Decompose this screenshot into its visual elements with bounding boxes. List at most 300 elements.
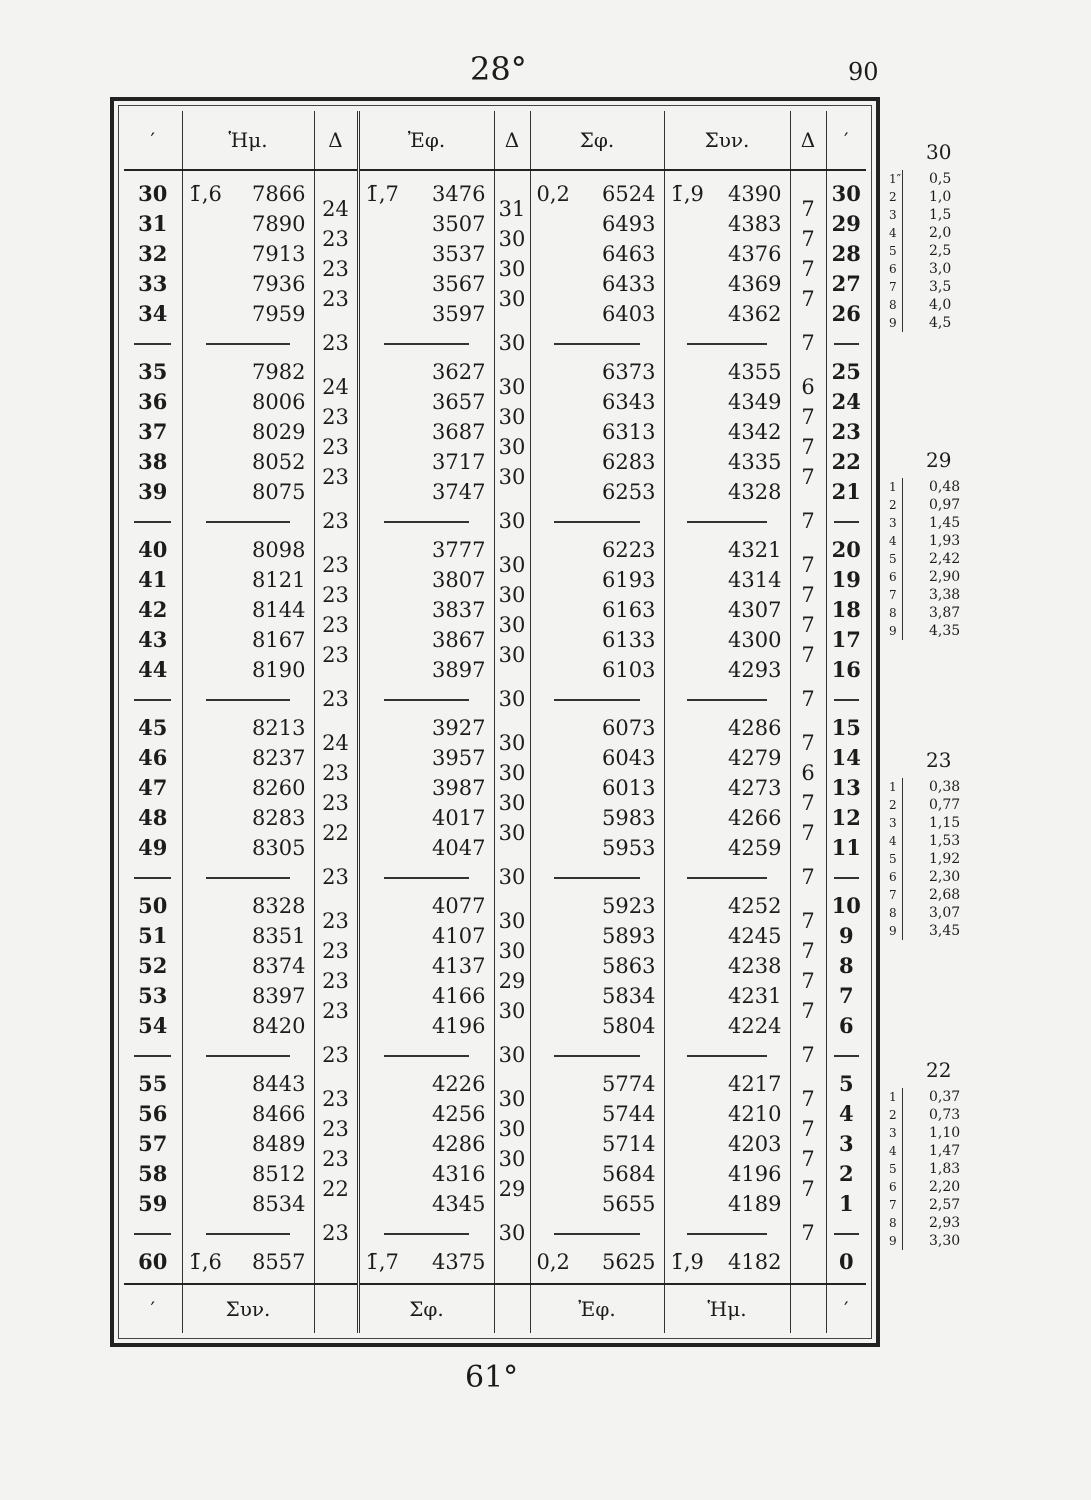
tan-value-cell: 3717 — [432, 450, 486, 474]
proportional-parts-multiplier: 2 — [889, 1108, 897, 1122]
proportional-parts-multiplier: 6 — [889, 1180, 897, 1194]
proportional-parts-multiplier: 1 — [889, 1090, 897, 1104]
difference-cell: 30 — [498, 1087, 526, 1111]
tan-value-cell: 3627 — [432, 360, 486, 384]
group-separator — [687, 877, 767, 879]
proportional-parts-value: 2,0 — [929, 225, 952, 241]
col-cos — [664, 170, 790, 1284]
tan-value-cell: 3747 — [432, 480, 486, 504]
proportional-parts-value: 1,93 — [929, 533, 961, 549]
sin-characteristic: 1̄,6 — [188, 182, 222, 206]
minute-left-cell: 49 — [138, 835, 168, 860]
proportional-parts-multiplier: 9 — [889, 924, 897, 938]
proportional-parts-value: 0,97 — [929, 497, 961, 513]
difference-cell: 30 — [498, 687, 526, 711]
difference-cell: 7 — [801, 435, 815, 459]
cot-value-cell: 5923 — [602, 894, 656, 918]
cot-value-cell: 5893 — [602, 924, 656, 948]
sin-value-cell: 8098 — [252, 538, 306, 562]
minute-left-cell: 51 — [138, 923, 168, 948]
proportional-parts-row — [889, 1232, 998, 1250]
proportional-parts-row — [889, 814, 998, 832]
difference-cell: 23 — [322, 287, 349, 311]
cot-value-cell: 5953 — [602, 836, 656, 860]
tan-value-cell: 3897 — [432, 658, 486, 682]
tan-characteristic: 1̄,7 — [365, 1250, 399, 1274]
proportional-parts-row — [889, 188, 998, 206]
cot-value-cell: 5983 — [602, 806, 656, 830]
difference-cell: 22 — [322, 821, 349, 845]
cot-characteristic: 0,2 — [536, 182, 570, 206]
group-separator — [384, 877, 470, 879]
proportional-parts-row — [889, 1160, 998, 1178]
proportional-parts-row — [889, 170, 998, 188]
minute-right-cell: 23 — [831, 419, 861, 444]
sin-value-cell: 8190 — [252, 658, 306, 682]
sin-value-cell: 8374 — [252, 954, 306, 978]
proportional-parts-row — [889, 850, 998, 868]
difference-cell: 30 — [498, 731, 526, 755]
minute-right-cell: 7 — [838, 983, 854, 1008]
tan-value-cell: 4137 — [432, 954, 486, 978]
difference-cell: 23 — [322, 331, 349, 355]
sin-value-cell: 8167 — [252, 628, 306, 652]
group-separator — [554, 877, 639, 879]
sin-value-cell: 8534 — [252, 1192, 306, 1216]
proportional-parts-row — [889, 1214, 998, 1232]
cot-value-cell: 6313 — [602, 420, 656, 444]
difference-cell: 7 — [801, 821, 815, 845]
difference-cell: 30 — [498, 257, 526, 281]
proportional-parts-value: 3,30 — [929, 1233, 961, 1249]
difference-cell: 7 — [801, 791, 815, 815]
minute-right-cell: 16 — [831, 657, 861, 682]
proportional-parts-row — [889, 796, 998, 814]
difference-cell: 30 — [498, 821, 526, 845]
minute-left-cell: 43 — [138, 627, 168, 652]
cos-value-cell: 4293 — [728, 658, 782, 682]
footer-cos: Συν. — [182, 1284, 314, 1333]
proportional-parts-row — [889, 778, 998, 796]
minute-right-cell: 6 — [838, 1013, 854, 1038]
proportional-parts-value: 1,92 — [929, 851, 961, 867]
tan-value-cell: 3507 — [432, 212, 486, 236]
difference-cell: 23 — [322, 969, 349, 993]
minute-left-cell: 55 — [138, 1071, 168, 1096]
cot-value-cell: 6373 — [602, 360, 656, 384]
group-separator — [834, 699, 859, 701]
proportional-parts-value: 3,38 — [929, 587, 961, 603]
difference-cell: 30 — [498, 375, 526, 399]
proportional-parts-multiplier: 2 — [889, 498, 897, 512]
proportional-parts-row — [889, 260, 998, 278]
minute-left-cell: 50 — [138, 893, 168, 918]
proportional-parts-value: 2,68 — [929, 887, 961, 903]
difference-cell: 23 — [322, 227, 349, 251]
footer-cot: Σφ. — [358, 1284, 494, 1333]
proportional-parts-multiplier: 3 — [889, 516, 897, 530]
cos-value-cell: 4300 — [728, 628, 782, 652]
cos-value-cell: 1̄,9 4182 — [665, 1247, 790, 1277]
proportional-parts-multiplier: 9 — [889, 316, 897, 330]
cot-value-cell: 6223 — [602, 538, 656, 562]
cos-value-cell: 4210 — [728, 1102, 782, 1126]
sin-value-cell: 8466 — [252, 1102, 306, 1126]
minute-left-cell: 57 — [138, 1131, 168, 1156]
difference-cell: 7 — [801, 1221, 815, 1245]
tan-value-cell: 1̄,7 3476 — [360, 179, 494, 209]
difference-cell: 23 — [322, 687, 349, 711]
group-separator — [834, 877, 859, 879]
sin-value-cell: 7936 — [252, 272, 306, 296]
footer-minute-right: ′ — [826, 1284, 866, 1333]
cot-value-cell: 6163 — [602, 598, 656, 622]
footer-blank-1 — [314, 1284, 358, 1333]
footer-minute-left: ′ — [124, 1284, 182, 1333]
tan-value-cell: 4047 — [432, 836, 486, 860]
cos-value-cell: 4376 — [728, 242, 782, 266]
difference-cell: 7 — [801, 405, 815, 429]
group-separator — [206, 521, 290, 523]
sin-value-cell: 8144 — [252, 598, 306, 622]
cot-value-cell: 5684 — [602, 1162, 656, 1186]
difference-cell: 30 — [498, 435, 526, 459]
cos-value-cell: 4355 — [728, 360, 782, 384]
difference-cell: 29 — [498, 1177, 526, 1201]
log-table-frame — [110, 97, 880, 1347]
tan-value-cell: 4286 — [432, 1132, 486, 1156]
cos-value-cell: 4321 — [728, 538, 782, 562]
group-separator — [206, 1233, 290, 1235]
proportional-parts-row — [889, 478, 998, 496]
tan-value-cell: 3927 — [432, 716, 486, 740]
minute-right-cell: 8 — [838, 953, 854, 978]
proportional-parts-row — [889, 1088, 998, 1106]
sin-value-cell: 8397 — [252, 984, 306, 1008]
group-separator — [206, 1055, 290, 1057]
group-separator — [687, 1233, 767, 1235]
proportional-parts-row — [889, 1142, 998, 1160]
minute-right-cell: 15 — [831, 715, 861, 740]
col-minute-left — [124, 170, 182, 1284]
header-cos: Συν. — [664, 111, 790, 170]
proportional-parts-row — [889, 622, 998, 640]
minute-left-cell: 60 — [138, 1249, 168, 1274]
proportional-parts-value: 4,0 — [929, 297, 952, 313]
tan-value-cell: 3807 — [432, 568, 486, 592]
cos-value-cell: 4279 — [728, 746, 782, 770]
minute-left-cell: 31 — [138, 211, 168, 236]
proportional-parts-row — [889, 1124, 998, 1142]
proportional-parts-multiplier: 4 — [889, 226, 897, 240]
tan-value-cell: 4256 — [432, 1102, 486, 1126]
cot-value-cell: 5714 — [602, 1132, 656, 1156]
group-separator — [687, 343, 767, 345]
log-table — [124, 111, 866, 1333]
sin-value-cell: 8512 — [252, 1162, 306, 1186]
cos-value-cell: 4224 — [728, 1014, 782, 1038]
difference-cell: 24 — [322, 731, 349, 755]
difference-cell: 7 — [801, 613, 815, 637]
difference-cell: 6 — [801, 761, 815, 785]
group-separator — [384, 699, 470, 701]
group-separator — [834, 521, 859, 523]
proportional-parts-value: 1,53 — [929, 833, 961, 849]
cot-value-cell: 6103 — [602, 658, 656, 682]
proportional-parts-row — [889, 224, 998, 242]
cos-value-cell: 4259 — [728, 836, 782, 860]
difference-cell: 23 — [322, 613, 349, 637]
minute-right-cell: 21 — [831, 479, 861, 504]
tan-value-cell: 3837 — [432, 598, 486, 622]
sin-value-cell: 8052 — [252, 450, 306, 474]
tan-value-cell: 3597 — [432, 302, 486, 326]
minute-left-cell: 47 — [138, 775, 168, 800]
proportional-parts-multiplier: 4 — [889, 834, 897, 848]
group-separator — [134, 1233, 171, 1235]
cos-value-cell: 4335 — [728, 450, 782, 474]
col-minute-right — [826, 170, 866, 1284]
difference-cell: 30 — [498, 331, 526, 355]
difference-cell: 30 — [498, 791, 526, 815]
minute-right-cell: 3 — [838, 1131, 854, 1156]
minute-left-cell: 58 — [138, 1161, 168, 1186]
minute-right-cell: 12 — [831, 805, 861, 830]
cot-value-cell: 6403 — [602, 302, 656, 326]
group-separator — [134, 1055, 171, 1057]
difference-cell: 23 — [322, 939, 349, 963]
proportional-parts-multiplier: 8 — [889, 298, 897, 312]
minute-right-cell: 29 — [831, 211, 861, 236]
difference-cell: 7 — [801, 583, 815, 607]
tan-value-cell: 4166 — [432, 984, 486, 1008]
proportional-parts-row — [889, 1196, 998, 1214]
proportional-parts-value: 1,5 — [929, 207, 952, 223]
difference-cell: 30 — [498, 643, 526, 667]
group-separator — [134, 699, 171, 701]
header-sin: Ἡμ. — [182, 111, 314, 170]
cot-value-cell: 0,2 5625 — [531, 1247, 664, 1277]
group-separator — [834, 1233, 859, 1235]
group-separator — [687, 521, 767, 523]
proportional-parts-row — [889, 1178, 998, 1196]
difference-cell: 23 — [322, 583, 349, 607]
col-delta-cos — [790, 170, 826, 1284]
difference-cell: 31 — [498, 197, 526, 221]
proportional-parts-multiplier: 9 — [889, 1234, 897, 1248]
tan-value-cell: 4107 — [432, 924, 486, 948]
proportional-parts-multiplier: 2 — [889, 190, 897, 204]
difference-cell: 30 — [498, 553, 526, 577]
difference-cell: 7 — [801, 1043, 815, 1067]
proportional-parts-heading: 23 — [926, 748, 952, 772]
minute-left-cell: 39 — [138, 479, 168, 504]
tan-value-cell: 3987 — [432, 776, 486, 800]
group-separator — [134, 521, 171, 523]
difference-cell: 23 — [322, 1221, 349, 1245]
minute-left-cell: 38 — [138, 449, 168, 474]
proportional-parts-value: 1,10 — [929, 1125, 961, 1141]
proportional-parts-value: 0,73 — [929, 1107, 961, 1123]
minute-right-cell: 10 — [831, 893, 861, 918]
group-separator — [206, 343, 290, 345]
proportional-parts-value: 1,47 — [929, 1143, 961, 1159]
proportional-parts-row — [889, 1106, 998, 1124]
proportional-parts-multiplier: 8 — [889, 906, 897, 920]
footer-sin: Ἡμ. — [664, 1284, 790, 1333]
minute-left-cell: 33 — [138, 271, 168, 296]
proportional-parts-multiplier: 4 — [889, 1144, 897, 1158]
minute-left-cell: 48 — [138, 805, 168, 830]
proportional-parts-multiplier: 5 — [889, 1162, 897, 1176]
cos-value-cell: 4314 — [728, 568, 782, 592]
page-number: 90 — [848, 58, 879, 86]
cos-characteristic: 1̄,9 — [670, 182, 704, 206]
difference-cell: 30 — [498, 999, 526, 1023]
cot-value-cell: 6463 — [602, 242, 656, 266]
difference-cell: 23 — [322, 865, 349, 889]
difference-cell: 7 — [801, 969, 815, 993]
proportional-parts-row — [889, 904, 998, 922]
proportional-parts-value: 2,5 — [929, 243, 952, 259]
proportional-parts-row — [889, 496, 998, 514]
cot-value-cell: 5834 — [602, 984, 656, 1008]
cot-value-cell: 0,2 6524 — [531, 179, 664, 209]
difference-cell: 6 — [801, 375, 815, 399]
sin-value-cell: 8121 — [252, 568, 306, 592]
minute-right-cell: 0 — [838, 1249, 854, 1274]
difference-cell: 30 — [498, 287, 526, 311]
page-title: 28° — [470, 50, 527, 88]
cot-value-cell: 6253 — [602, 480, 656, 504]
group-separator — [554, 343, 639, 345]
difference-cell: 30 — [498, 1117, 526, 1141]
difference-cell: 7 — [801, 227, 815, 251]
minute-left-cell: 46 — [138, 745, 168, 770]
minute-right-cell: 4 — [838, 1101, 854, 1126]
difference-cell: 23 — [322, 553, 349, 577]
proportional-parts-value: 3,5 — [929, 279, 952, 295]
col-cot — [530, 170, 664, 1284]
difference-cell: 30 — [498, 405, 526, 429]
header-minute-left: ′ — [124, 111, 182, 170]
footer-blank-2 — [494, 1284, 530, 1333]
difference-cell: 23 — [322, 791, 349, 815]
difference-cell: 30 — [498, 761, 526, 785]
cos-value-cell: 4307 — [728, 598, 782, 622]
cos-value-cell: 4349 — [728, 390, 782, 414]
minute-right-cell: 14 — [831, 745, 861, 770]
difference-cell: 23 — [322, 1147, 349, 1171]
difference-cell: 7 — [801, 257, 815, 281]
tan-value-cell: 4077 — [432, 894, 486, 918]
difference-cell: 30 — [498, 613, 526, 637]
proportional-parts-multiplier: 5 — [889, 244, 897, 258]
proportional-parts-multiplier: 1 — [889, 480, 897, 494]
sin-value-cell: 7959 — [252, 302, 306, 326]
difference-cell: 23 — [322, 1087, 349, 1111]
cot-value-cell: 5744 — [602, 1102, 656, 1126]
tan-value-cell: 4226 — [432, 1072, 486, 1096]
proportional-parts-row — [889, 922, 998, 940]
proportional-parts-row — [889, 886, 998, 904]
difference-cell: 7 — [801, 553, 815, 577]
sin-value-cell: 1̄,6 8557 — [183, 1247, 314, 1277]
difference-cell: 23 — [322, 257, 349, 281]
group-separator — [206, 877, 290, 879]
cot-characteristic: 0,2 — [536, 1250, 570, 1274]
proportional-parts-list — [889, 478, 998, 640]
difference-cell: 23 — [322, 909, 349, 933]
minute-right-cell: 28 — [831, 241, 861, 266]
minute-left-cell: 34 — [138, 301, 168, 326]
minute-left-cell: 32 — [138, 241, 168, 266]
proportional-parts-value: 2,93 — [929, 1215, 961, 1231]
proportional-parts-value: 1,0 — [929, 189, 952, 205]
sin-value-cell: 7890 — [252, 212, 306, 236]
cot-value-cell: 6073 — [602, 716, 656, 740]
difference-cell: 7 — [801, 465, 815, 489]
difference-cell: 7 — [801, 1087, 815, 1111]
proportional-parts-heading: 30 — [926, 140, 952, 164]
tan-value-cell: 4316 — [432, 1162, 486, 1186]
group-separator — [384, 343, 470, 345]
cos-characteristic: 1̄,9 — [670, 1250, 704, 1274]
minute-left-cell: 59 — [138, 1191, 168, 1216]
tan-value-cell: 3687 — [432, 420, 486, 444]
difference-cell: 30 — [498, 509, 526, 533]
sin-value-cell: 7913 — [252, 242, 306, 266]
tan-value-cell: 3537 — [432, 242, 486, 266]
difference-cell: 30 — [498, 865, 526, 889]
sin-value-cell: 7982 — [252, 360, 306, 384]
minute-left-cell: 54 — [138, 1013, 168, 1038]
proportional-parts-row — [889, 278, 998, 296]
cos-value-cell: 4238 — [728, 954, 782, 978]
group-separator — [554, 521, 639, 523]
minute-left-cell: 36 — [138, 389, 168, 414]
difference-cell: 23 — [322, 1117, 349, 1141]
cot-value-cell: 6493 — [602, 212, 656, 236]
group-separator — [134, 343, 171, 345]
difference-cell: 23 — [322, 1043, 349, 1067]
difference-cell: 29 — [498, 969, 526, 993]
tan-value-cell: 3657 — [432, 390, 486, 414]
minute-left-cell: 42 — [138, 597, 168, 622]
proportional-parts-multiplier: 6 — [889, 870, 897, 884]
difference-cell: 30 — [498, 939, 526, 963]
proportional-parts-multiplier: 5 — [889, 552, 897, 566]
proportional-parts-multiplier: 9 — [889, 624, 897, 638]
sin-value-cell: 8075 — [252, 480, 306, 504]
minute-left-cell: 35 — [138, 359, 168, 384]
difference-cell: 23 — [322, 999, 349, 1023]
cos-value-cell: 4196 — [728, 1162, 782, 1186]
difference-cell: 23 — [322, 761, 349, 785]
proportional-parts-value: 2,42 — [929, 551, 961, 567]
cos-value-cell: 1̄,9 4390 — [665, 179, 790, 209]
difference-cell: 7 — [801, 939, 815, 963]
cos-value-cell: 4203 — [728, 1132, 782, 1156]
difference-cell: 24 — [322, 375, 349, 399]
proportional-parts-row — [889, 242, 998, 260]
col-tan — [358, 170, 494, 1284]
difference-cell: 7 — [801, 1147, 815, 1171]
cos-value-cell: 4286 — [728, 716, 782, 740]
cot-value-cell: 6433 — [602, 272, 656, 296]
difference-cell: 30 — [498, 227, 526, 251]
proportional-parts-value: 2,57 — [929, 1197, 961, 1213]
